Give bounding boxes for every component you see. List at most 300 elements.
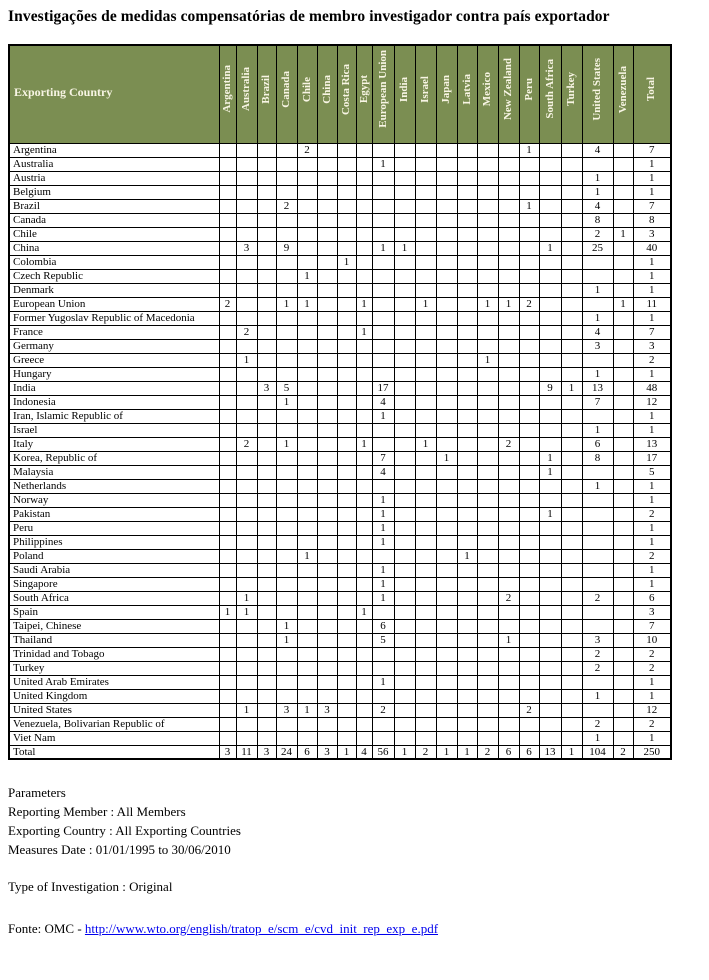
value-cell bbox=[561, 731, 582, 745]
value-cell bbox=[457, 521, 477, 535]
table-row bbox=[9, 717, 671, 731]
row-label: Total bbox=[9, 745, 219, 759]
value-cell bbox=[457, 591, 477, 605]
value-cell bbox=[561, 465, 582, 479]
column-header-australia: Australia bbox=[236, 45, 257, 143]
row-label: Indonesia bbox=[9, 395, 219, 409]
value-cell bbox=[415, 213, 436, 227]
value-cell bbox=[457, 563, 477, 577]
value-cell bbox=[436, 647, 457, 661]
value-cell bbox=[457, 451, 477, 465]
value-cell bbox=[394, 479, 415, 493]
value-cell bbox=[219, 409, 236, 423]
value-cell bbox=[297, 535, 317, 549]
value-cell bbox=[457, 661, 477, 675]
value-cell bbox=[394, 227, 415, 241]
value-cell bbox=[337, 563, 356, 577]
value-cell bbox=[436, 283, 457, 297]
value-cell bbox=[317, 227, 337, 241]
column-header-south-africa: South Africa bbox=[539, 45, 561, 143]
value-cell bbox=[276, 423, 297, 437]
value-cell bbox=[436, 689, 457, 703]
value-cell bbox=[436, 353, 457, 367]
value-cell bbox=[297, 661, 317, 675]
value-cell bbox=[498, 213, 519, 227]
value-cell bbox=[337, 325, 356, 339]
value-cell bbox=[297, 185, 317, 199]
value-cell bbox=[317, 269, 337, 283]
value-cell bbox=[561, 339, 582, 353]
value-cell bbox=[477, 563, 498, 577]
value-cell bbox=[415, 549, 436, 563]
value-cell bbox=[477, 143, 498, 157]
table-row bbox=[9, 675, 671, 689]
value-cell bbox=[519, 213, 539, 227]
value-cell bbox=[236, 451, 257, 465]
value-cell bbox=[519, 661, 539, 675]
value-cell bbox=[457, 577, 477, 591]
value-cell bbox=[337, 269, 356, 283]
row-label: Korea, Republic of bbox=[9, 451, 219, 465]
table-row bbox=[9, 647, 671, 661]
row-label: Taipei, Chinese bbox=[9, 619, 219, 633]
value-cell: 1 bbox=[415, 437, 436, 451]
value-cell bbox=[498, 689, 519, 703]
value-cell bbox=[561, 409, 582, 423]
value-cell bbox=[236, 283, 257, 297]
value-cell bbox=[477, 311, 498, 325]
value-cell bbox=[436, 157, 457, 171]
value-cell bbox=[276, 409, 297, 423]
value-cell: 250 bbox=[633, 745, 671, 759]
value-cell bbox=[436, 675, 457, 689]
value-cell bbox=[498, 423, 519, 437]
value-cell bbox=[613, 577, 633, 591]
value-cell bbox=[276, 227, 297, 241]
value-cell bbox=[276, 143, 297, 157]
value-cell bbox=[582, 619, 613, 633]
value-cell bbox=[236, 227, 257, 241]
value-cell bbox=[436, 185, 457, 199]
value-cell bbox=[257, 227, 276, 241]
value-cell bbox=[415, 661, 436, 675]
row-label: Iran, Islamic Republic of bbox=[9, 409, 219, 423]
value-cell: 9 bbox=[539, 381, 561, 395]
value-cell bbox=[582, 605, 613, 619]
row-label: South Africa bbox=[9, 591, 219, 605]
value-cell bbox=[372, 297, 394, 311]
value-cell bbox=[257, 171, 276, 185]
value-cell: 1 bbox=[539, 241, 561, 255]
value-cell: 4 bbox=[582, 143, 613, 157]
value-cell: 1 bbox=[457, 745, 477, 759]
value-cell bbox=[317, 185, 337, 199]
value-cell bbox=[372, 283, 394, 297]
value-cell bbox=[219, 619, 236, 633]
value-cell: 1 bbox=[582, 311, 613, 325]
value-cell: 6 bbox=[582, 437, 613, 451]
value-cell bbox=[561, 647, 582, 661]
value-cell bbox=[236, 367, 257, 381]
value-cell bbox=[519, 367, 539, 381]
value-cell bbox=[219, 689, 236, 703]
column-header-costa-rica: Costa Rica bbox=[337, 45, 356, 143]
value-cell bbox=[415, 465, 436, 479]
value-cell bbox=[477, 717, 498, 731]
value-cell bbox=[337, 143, 356, 157]
value-cell bbox=[372, 423, 394, 437]
value-cell bbox=[356, 199, 372, 213]
value-cell bbox=[317, 241, 337, 255]
value-cell bbox=[236, 409, 257, 423]
value-cell bbox=[613, 563, 633, 577]
value-cell bbox=[436, 591, 457, 605]
value-cell bbox=[519, 479, 539, 493]
value-cell bbox=[415, 367, 436, 381]
value-cell bbox=[519, 325, 539, 339]
value-cell bbox=[477, 409, 498, 423]
value-cell bbox=[613, 185, 633, 199]
value-cell bbox=[356, 465, 372, 479]
value-cell bbox=[613, 703, 633, 717]
value-cell: 2 bbox=[219, 297, 236, 311]
value-cell bbox=[477, 157, 498, 171]
value-cell bbox=[372, 311, 394, 325]
value-cell bbox=[457, 605, 477, 619]
value-cell bbox=[317, 339, 337, 353]
value-cell bbox=[356, 171, 372, 185]
value-cell bbox=[372, 339, 394, 353]
row-label: Norway bbox=[9, 493, 219, 507]
table-row bbox=[9, 409, 671, 423]
value-cell bbox=[356, 675, 372, 689]
value-cell: 2 bbox=[519, 703, 539, 717]
value-cell bbox=[415, 577, 436, 591]
value-cell bbox=[436, 143, 457, 157]
exporting-country-line: Exporting Country : All Exporting Countries bbox=[8, 822, 241, 838]
value-cell: 1 bbox=[633, 367, 671, 381]
value-cell bbox=[613, 311, 633, 325]
value-cell bbox=[394, 367, 415, 381]
value-cell bbox=[519, 227, 539, 241]
value-cell bbox=[236, 619, 257, 633]
row-label: Malaysia bbox=[9, 465, 219, 479]
table-row bbox=[9, 465, 671, 479]
value-cell bbox=[519, 647, 539, 661]
value-cell bbox=[539, 311, 561, 325]
value-cell bbox=[394, 171, 415, 185]
value-cell bbox=[257, 339, 276, 353]
value-cell: 6 bbox=[519, 745, 539, 759]
value-cell bbox=[498, 395, 519, 409]
value-cell bbox=[297, 381, 317, 395]
value-cell bbox=[257, 283, 276, 297]
value-cell: 3 bbox=[219, 745, 236, 759]
value-cell bbox=[337, 409, 356, 423]
table-row bbox=[9, 507, 671, 521]
value-cell bbox=[561, 605, 582, 619]
value-cell bbox=[276, 577, 297, 591]
value-cell bbox=[561, 269, 582, 283]
value-cell: 6 bbox=[297, 745, 317, 759]
value-cell bbox=[561, 157, 582, 171]
value-cell bbox=[613, 353, 633, 367]
value-cell bbox=[394, 717, 415, 731]
value-cell bbox=[356, 423, 372, 437]
value-cell bbox=[582, 297, 613, 311]
value-cell: 4 bbox=[372, 395, 394, 409]
value-cell bbox=[457, 535, 477, 549]
value-cell bbox=[436, 605, 457, 619]
value-cell bbox=[317, 311, 337, 325]
value-cell bbox=[582, 563, 613, 577]
value-cell bbox=[394, 493, 415, 507]
value-cell: 1 bbox=[372, 591, 394, 605]
value-cell bbox=[436, 479, 457, 493]
value-cell bbox=[219, 675, 236, 689]
value-cell bbox=[457, 297, 477, 311]
column-header-india: India bbox=[394, 45, 415, 143]
value-cell: 1 bbox=[633, 577, 671, 591]
value-cell bbox=[257, 549, 276, 563]
value-cell bbox=[613, 395, 633, 409]
value-cell: 7 bbox=[633, 325, 671, 339]
value-cell bbox=[457, 507, 477, 521]
value-cell bbox=[356, 479, 372, 493]
exporting-country-header-cell bbox=[9, 45, 219, 143]
value-cell bbox=[539, 269, 561, 283]
value-cell bbox=[582, 269, 613, 283]
value-cell bbox=[613, 241, 633, 255]
value-cell bbox=[613, 339, 633, 353]
value-cell bbox=[539, 619, 561, 633]
value-cell bbox=[337, 535, 356, 549]
value-cell bbox=[372, 143, 394, 157]
column-header-japan: Japan bbox=[436, 45, 457, 143]
value-cell bbox=[415, 409, 436, 423]
value-cell bbox=[613, 549, 633, 563]
value-cell bbox=[394, 689, 415, 703]
row-label: France bbox=[9, 325, 219, 339]
value-cell bbox=[317, 731, 337, 745]
value-cell bbox=[415, 311, 436, 325]
source-line bbox=[8, 921, 709, 937]
value-cell bbox=[539, 325, 561, 339]
value-cell bbox=[519, 731, 539, 745]
value-cell bbox=[219, 157, 236, 171]
value-cell bbox=[436, 717, 457, 731]
value-cell bbox=[372, 171, 394, 185]
value-cell bbox=[394, 423, 415, 437]
value-cell bbox=[219, 521, 236, 535]
value-cell: 2 bbox=[236, 325, 257, 339]
value-cell bbox=[276, 717, 297, 731]
value-cell bbox=[356, 143, 372, 157]
value-cell bbox=[539, 339, 561, 353]
value-cell bbox=[498, 563, 519, 577]
value-cell bbox=[477, 521, 498, 535]
value-cell bbox=[394, 535, 415, 549]
value-cell bbox=[561, 507, 582, 521]
column-header-new-zealand: New Zealand bbox=[498, 45, 519, 143]
value-cell bbox=[276, 661, 297, 675]
value-cell bbox=[498, 661, 519, 675]
value-cell: 11 bbox=[633, 297, 671, 311]
value-cell bbox=[415, 507, 436, 521]
value-cell bbox=[337, 339, 356, 353]
value-cell bbox=[317, 353, 337, 367]
value-cell bbox=[477, 227, 498, 241]
value-cell bbox=[394, 157, 415, 171]
value-cell: 2 bbox=[477, 745, 498, 759]
value-cell bbox=[498, 479, 519, 493]
value-cell bbox=[539, 717, 561, 731]
value-cell bbox=[394, 605, 415, 619]
value-cell bbox=[372, 325, 394, 339]
value-cell bbox=[337, 381, 356, 395]
value-cell bbox=[394, 633, 415, 647]
table-row bbox=[9, 577, 671, 591]
value-cell: 5 bbox=[372, 633, 394, 647]
value-cell bbox=[613, 157, 633, 171]
value-cell: 4 bbox=[582, 325, 613, 339]
value-cell bbox=[337, 311, 356, 325]
column-header-venezuela: Venezuela bbox=[613, 45, 633, 143]
column-header-european-union: European Union bbox=[372, 45, 394, 143]
value-cell bbox=[257, 437, 276, 451]
value-cell: 8 bbox=[582, 451, 613, 465]
table-row bbox=[9, 269, 671, 283]
value-cell: 1 bbox=[582, 689, 613, 703]
value-cell bbox=[257, 255, 276, 269]
value-cell bbox=[394, 591, 415, 605]
value-cell bbox=[561, 521, 582, 535]
value-cell bbox=[457, 703, 477, 717]
value-cell bbox=[561, 143, 582, 157]
value-cell bbox=[457, 143, 477, 157]
value-cell bbox=[236, 661, 257, 675]
value-cell: 4 bbox=[372, 465, 394, 479]
value-cell bbox=[317, 717, 337, 731]
value-cell bbox=[337, 507, 356, 521]
value-cell: 1 bbox=[633, 255, 671, 269]
value-cell: 1 bbox=[372, 493, 394, 507]
value-cell: 1 bbox=[561, 381, 582, 395]
value-cell bbox=[297, 437, 317, 451]
value-cell: 56 bbox=[372, 745, 394, 759]
row-label: Canada bbox=[9, 213, 219, 227]
value-cell bbox=[436, 423, 457, 437]
value-cell bbox=[498, 185, 519, 199]
value-cell: 1 bbox=[372, 535, 394, 549]
value-cell bbox=[394, 647, 415, 661]
row-label: Chile bbox=[9, 227, 219, 241]
table-row bbox=[9, 689, 671, 703]
source-link[interactable]: http://www.wto.org/english/tratop_e/scm_e/cvd_init_rep_exp_e.pdf bbox=[84, 921, 439, 937]
value-cell bbox=[613, 465, 633, 479]
table-row bbox=[9, 731, 671, 745]
value-cell bbox=[582, 353, 613, 367]
value-cell bbox=[415, 339, 436, 353]
value-cell bbox=[337, 675, 356, 689]
value-cell bbox=[613, 437, 633, 451]
value-cell bbox=[219, 661, 236, 675]
value-cell bbox=[539, 479, 561, 493]
value-cell bbox=[219, 283, 236, 297]
value-cell: 1 bbox=[477, 353, 498, 367]
value-cell bbox=[613, 605, 633, 619]
parameters-heading: Parameters bbox=[8, 785, 66, 800]
value-cell bbox=[561, 563, 582, 577]
value-cell bbox=[498, 717, 519, 731]
value-cell bbox=[219, 269, 236, 283]
value-cell bbox=[539, 577, 561, 591]
value-cell bbox=[337, 213, 356, 227]
value-cell: 1 bbox=[633, 185, 671, 199]
value-cell bbox=[498, 605, 519, 619]
value-cell bbox=[372, 731, 394, 745]
investigation-type-line: Type of Investigation : Original bbox=[8, 879, 173, 895]
value-cell bbox=[236, 199, 257, 213]
value-cell bbox=[561, 591, 582, 605]
value-cell bbox=[356, 689, 372, 703]
value-cell bbox=[457, 619, 477, 633]
value-cell bbox=[317, 563, 337, 577]
value-cell bbox=[297, 409, 317, 423]
value-cell bbox=[356, 521, 372, 535]
value-cell bbox=[561, 619, 582, 633]
value-cell bbox=[257, 577, 276, 591]
value-cell bbox=[457, 311, 477, 325]
value-cell bbox=[337, 689, 356, 703]
value-cell bbox=[519, 619, 539, 633]
value-cell bbox=[519, 381, 539, 395]
value-cell: 1 bbox=[236, 703, 257, 717]
value-cell bbox=[276, 157, 297, 171]
value-cell bbox=[257, 157, 276, 171]
value-cell bbox=[613, 283, 633, 297]
value-cell bbox=[498, 171, 519, 185]
value-cell bbox=[561, 633, 582, 647]
value-cell bbox=[337, 283, 356, 297]
value-cell bbox=[297, 353, 317, 367]
value-cell bbox=[236, 535, 257, 549]
value-cell bbox=[394, 325, 415, 339]
value-cell bbox=[498, 647, 519, 661]
value-cell bbox=[561, 717, 582, 731]
value-cell bbox=[236, 465, 257, 479]
value-cell bbox=[457, 199, 477, 213]
value-cell bbox=[297, 619, 317, 633]
value-cell bbox=[317, 395, 337, 409]
value-cell bbox=[415, 199, 436, 213]
value-cell bbox=[582, 157, 613, 171]
value-cell bbox=[561, 241, 582, 255]
value-cell bbox=[561, 661, 582, 675]
table-row bbox=[9, 199, 671, 213]
value-cell bbox=[394, 507, 415, 521]
row-label: Peru bbox=[9, 521, 219, 535]
value-cell: 1 bbox=[633, 521, 671, 535]
value-cell bbox=[317, 605, 337, 619]
value-cell bbox=[219, 703, 236, 717]
value-cell bbox=[498, 409, 519, 423]
value-cell: 2 bbox=[276, 199, 297, 213]
table-row bbox=[9, 591, 671, 605]
value-cell bbox=[219, 367, 236, 381]
table-row bbox=[9, 619, 671, 633]
value-cell bbox=[257, 563, 276, 577]
